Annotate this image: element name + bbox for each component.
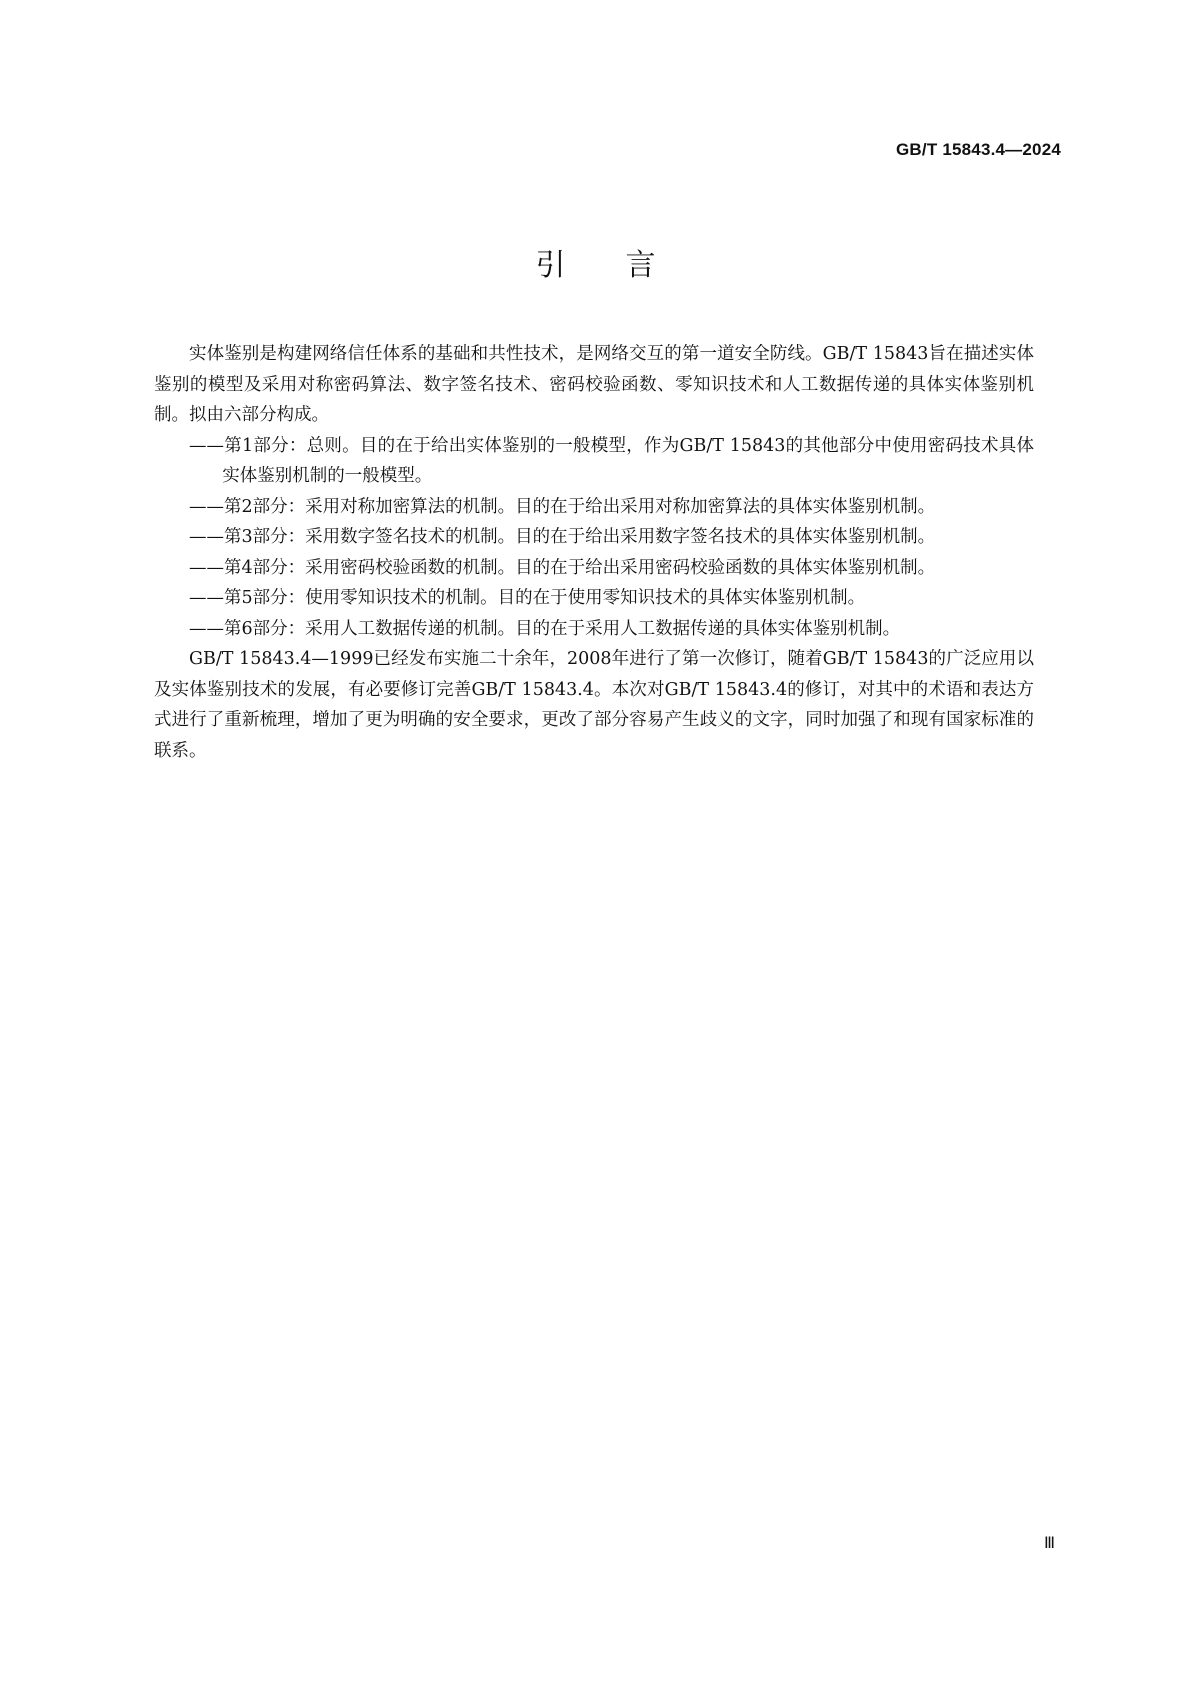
intro-paragraph: 实体鉴别是构建网络信任体系的基础和共性技术，是网络交互的第一道安全防线。GB/T 15843旨在描述实体鉴别的模型及采用对称密码算法、数字签名技术、密码校验函数、零知识技术和人工数据传递的具体实体鉴别机制。拟由六部分构成。	[154, 344, 1034, 425]
list-item-text: 第6部分：采用人工数据传递的机制。目的在于采用人工数据传递的具体实体鉴别机制。	[224, 618, 901, 639]
standard-number: GB/T 15843.4—2024	[896, 140, 1061, 159]
revision-paragraph: GB/T 15843.4—1999已经发布实施二十余年，2008年进行了第一次修订，随着GB/T 15843的广泛应用以及实体鉴别技术的发展，有必要修订完善GB/T 15843.4。本次对GB/T 15843.4的修订，对其中的术语和表达方式进行了重新梳理，增加了更为明确的安全要求，更改了部分容易产生歧义的文字，同时加强了和现有国家标准的联系。	[154, 649, 1034, 761]
list-item-part-4	[154, 553, 1034, 584]
list-item-part-5	[154, 583, 1034, 614]
list-dash: ——	[189, 557, 224, 578]
page-title: 引言	[535, 248, 716, 283]
list-dash: ——	[189, 588, 224, 608]
list-item-part-2	[154, 492, 1034, 523]
list-dash: ——	[189, 618, 224, 639]
list-item-text: 第2部分：采用对称加密算法的机制。目的在于给出采用对称加密算法的具体实体鉴别机制。	[224, 496, 936, 517]
list-item-part-3	[154, 522, 1034, 553]
list-item-part-1	[154, 431, 1034, 492]
list-item-text: 第3部分：采用数字签名技术的机制。目的在于给出采用数字签名技术的具体实体鉴别机制。	[224, 527, 936, 547]
document-body	[154, 339, 1034, 766]
list-item-part-6	[154, 614, 1034, 645]
list-item-text: 第1部分：总则。目的在于给出实体鉴别的一般模型，作为GB/T 15843的其他部分中使用密码技术具体实体鉴别机制的一般模型。	[222, 435, 1034, 486]
page-number: Ⅲ	[1043, 1535, 1055, 1552]
list-dash: ——	[189, 527, 224, 547]
list-dash: ——	[189, 435, 224, 456]
list-dash: ——	[189, 496, 224, 517]
list-item-text: 第4部分：采用密码校验函数的机制。目的在于给出采用密码校验函数的具体实体鉴别机制。	[224, 557, 936, 578]
list-item-text: 第5部分：使用零知识技术的机制。目的在于使用零知识技术的具体实体鉴别机制。	[224, 588, 866, 608]
